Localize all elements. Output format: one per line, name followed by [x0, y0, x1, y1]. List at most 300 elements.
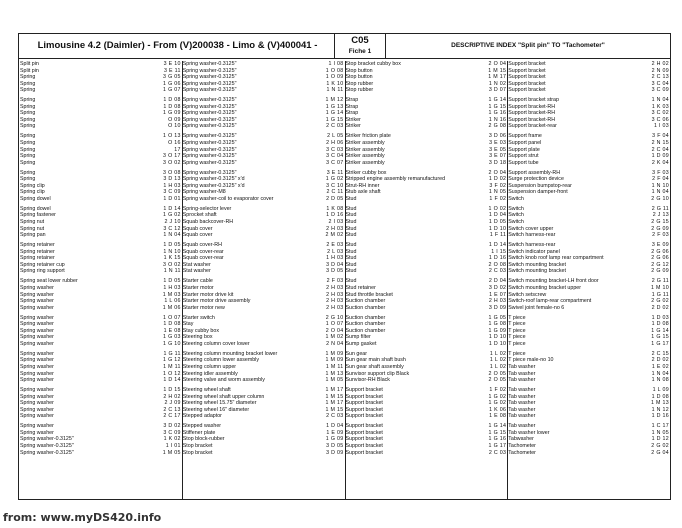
- fiche-reference: 1 N 02: [488, 80, 507, 87]
- fiche-reference: 1 M 13: [325, 370, 344, 377]
- fiche-reference: 2 C 03: [326, 413, 344, 420]
- index-row: [345, 450, 508, 457]
- part-description: Tachometer: [508, 442, 536, 449]
- fiche-reference: 2 O 08: [488, 261, 507, 268]
- fiche-reference: 1 M 05: [162, 449, 181, 456]
- fiche-reference: 3 E 07: [489, 153, 507, 160]
- part-description: Sump gasket: [345, 340, 377, 347]
- fiche-reference: 2 C 15: [651, 350, 669, 357]
- part-description: Spring washer: [20, 400, 54, 407]
- part-description: Spring washer-coil to evaporator cover: [182, 195, 274, 202]
- part-description: Tab washer: [508, 393, 536, 400]
- fiche-reference: 1 D 16: [651, 413, 669, 420]
- part-description: Spring washer: [20, 334, 54, 341]
- fiche-reference: 1 G 02: [325, 176, 344, 183]
- fiche-reference: 1 G 15: [488, 103, 507, 110]
- part-description: Tab washer lower: [508, 429, 550, 436]
- fiche-reference: 1 M 10: [651, 284, 669, 291]
- part-description: Squab cover: [182, 232, 213, 239]
- fiche-reference: 2 K 04: [651, 159, 669, 166]
- index-column-3: [345, 61, 509, 499]
- index-group: [507, 315, 670, 348]
- model-title: Limousine 4.2 (Daimler) - From (V)200038 - Limo & (V)400041 -: [21, 34, 335, 58]
- part-description: Support bracket: [508, 74, 546, 81]
- fiche-reference: 2 O 04: [325, 327, 344, 334]
- fiche-reference: 1 N 05: [488, 189, 507, 196]
- index-group: [507, 61, 670, 94]
- index-group: [182, 133, 345, 166]
- part-description: Spring washer-0.3125": [182, 80, 237, 87]
- fiche-reference: 2 H 03: [326, 291, 344, 298]
- index-group: [507, 387, 670, 420]
- part-description: Stud: [345, 261, 357, 268]
- index-row: [19, 377, 182, 384]
- fiche-reference: 1 M 11: [325, 363, 344, 370]
- index-row: [19, 196, 182, 203]
- fiche-reference: 1 D 04: [326, 423, 344, 430]
- index-row: [182, 87, 345, 94]
- part-description: Stud throttle bracket: [345, 291, 393, 298]
- fiche-reference: 1 D 10: [488, 334, 507, 341]
- part-description: T piece: [508, 321, 526, 328]
- part-description: Spring washer-0.3125": [20, 436, 74, 443]
- index-row: [345, 123, 508, 130]
- part-description: Stop button: [345, 74, 373, 81]
- index-group: [182, 61, 345, 94]
- index-row: [182, 196, 345, 203]
- index-group: [345, 351, 508, 384]
- part-description: Support bracket: [345, 436, 383, 443]
- fiche-reference: 1 D 10: [488, 225, 507, 232]
- part-description: Spring: [20, 169, 36, 176]
- fiche-reference: 1 K 02: [163, 436, 181, 443]
- part-description: Spring washer-0.3125": [182, 153, 237, 160]
- source-footer: from: www.myDS420.info: [3, 511, 162, 524]
- fiche-reference: O 10: [168, 123, 181, 130]
- part-description: Stop button: [345, 67, 373, 74]
- part-description: Steering valve and worm assembly: [182, 377, 265, 384]
- fiche-reference: 2 G 09: [651, 225, 669, 232]
- part-description: Suspension damper-front: [508, 189, 568, 196]
- part-description: Spring washer-0.3125" x'd: [182, 176, 245, 183]
- part-description: Stat washer: [182, 261, 211, 268]
- fiche-reference: 1 D 08: [163, 321, 181, 328]
- fiche-reference: 2 C 13: [163, 406, 181, 413]
- part-description: Switch mounting bracket upper: [508, 284, 581, 291]
- fiche-reference: 1 G 15: [325, 116, 344, 123]
- part-description: Spring retainer: [20, 248, 55, 255]
- fiche-reference: 1 O 08: [325, 67, 344, 74]
- part-description: Suspension bumpstop-rear: [508, 182, 572, 189]
- part-description: Spring washer: [20, 377, 54, 384]
- index-column-4: [507, 61, 670, 499]
- part-description: Starter motor drive assembly: [182, 298, 251, 305]
- part-description: Tab washer: [508, 363, 536, 370]
- part-description: Spring washer-0.3125": [20, 442, 74, 449]
- part-description: Spring washer: [20, 350, 54, 357]
- part-description: Support bracket: [345, 393, 383, 400]
- fiche-reference: 2 H 03: [488, 298, 507, 305]
- part-description: Striker assembly: [345, 140, 385, 147]
- fiche-reference: 1 M 09: [325, 350, 344, 357]
- part-description: Striker: [345, 116, 361, 123]
- fiche-reference: 1 L 02: [489, 363, 507, 370]
- part-description: Stop rubber: [345, 87, 374, 94]
- part-description: Support bracket: [345, 400, 383, 407]
- index-group: [345, 61, 508, 94]
- fiche-reference: 1 D 12: [651, 436, 669, 443]
- part-description: Spring: [20, 87, 36, 94]
- part-description: Striker assembly: [345, 159, 385, 166]
- fiche-reference: 2 G 09: [651, 268, 669, 275]
- index-row: [19, 268, 182, 275]
- fiche-code-box: [335, 34, 386, 58]
- fiche-reference: 2 J 09: [164, 400, 181, 407]
- fiche-reference: 1 I 08: [328, 61, 344, 67]
- fiche-reference: 2 G 11: [651, 205, 669, 212]
- index-row: [507, 123, 670, 130]
- part-description: Suction chamber: [345, 298, 386, 305]
- fiche-reference: 1 H 03: [163, 284, 181, 291]
- part-description: Support panel: [508, 140, 542, 147]
- part-description: Spring: [20, 176, 36, 183]
- fiche-reference: 1 H 03: [326, 255, 344, 262]
- part-description: Spring clip: [20, 182, 45, 189]
- part-description: Stepped adaptor: [182, 413, 222, 420]
- index-group: [345, 133, 508, 166]
- part-description: Starter switch: [182, 314, 215, 321]
- index-column-1: [19, 61, 183, 499]
- fiche-reference: 1 G 02: [488, 400, 507, 407]
- part-description: Spring ring support: [20, 268, 65, 275]
- fiche-reference: 1 G 16: [488, 436, 507, 443]
- part-description: Switch-roof lamp-rear compartment: [508, 298, 592, 305]
- index-row: [19, 87, 182, 94]
- part-description: Support assembly-RH: [508, 169, 561, 176]
- part-description: Spring washer: [20, 429, 54, 436]
- fiche-reference: 1 G 11: [651, 291, 669, 298]
- fiche-reference: 3 D 05: [326, 268, 344, 275]
- part-description: Switch: [508, 219, 524, 226]
- fiche-reference: 1 N 04: [651, 370, 669, 377]
- fiche-reference: 2 N 09: [651, 67, 669, 74]
- fiche-reference: 2 G 02: [651, 298, 669, 305]
- part-description: Stud: [345, 232, 357, 239]
- index-row: [507, 196, 670, 203]
- part-description: Support strut: [508, 153, 539, 160]
- part-description: Spring seat lower rubber: [20, 278, 78, 285]
- fiche-reference: 1 G 14: [325, 110, 344, 117]
- fiche-reference: 3 O 02: [163, 159, 181, 166]
- part-description: Starter motor new: [182, 304, 225, 311]
- fiche-reference: 2 N 04: [326, 340, 344, 347]
- sheet-header: [19, 34, 670, 59]
- part-description: Starter motor: [182, 284, 214, 291]
- fiche-reference: 2 D 02: [651, 304, 669, 311]
- index-group: [507, 133, 670, 166]
- index-row: [507, 268, 670, 275]
- fiche-reference: 1 G 08: [488, 321, 507, 328]
- index-group: [19, 97, 182, 130]
- part-description: Spring washer-0.3125": [182, 169, 237, 176]
- part-description: Support frame: [508, 133, 542, 140]
- part-description: Support bracket-RH: [508, 110, 556, 117]
- part-description: Stud: [345, 248, 357, 255]
- index-row: [345, 341, 508, 348]
- fiche-reference: 3 C 06: [651, 116, 669, 123]
- fiche-reference: 2 M 02: [325, 232, 344, 239]
- part-description: Spring washer: [20, 314, 54, 321]
- fiche-reference: 1 N 08: [651, 377, 669, 384]
- fiche-reference: 2 N 15: [651, 140, 669, 147]
- index-group: [19, 170, 182, 203]
- part-description: Spring washer: [20, 406, 54, 413]
- part-description: Squab cover: [182, 225, 213, 232]
- part-description: Support bracket: [345, 423, 383, 430]
- fiche-reference: 1 F 11: [489, 232, 507, 239]
- fiche-reference: 1 E 09: [326, 429, 344, 436]
- fiche-reference: 3 F 02: [489, 182, 507, 189]
- part-description: Tab washer: [508, 370, 536, 377]
- index-group: [182, 387, 345, 420]
- fiche-reference: 2 H 03: [326, 298, 344, 305]
- index-group: [182, 242, 345, 275]
- index-row: [182, 450, 345, 457]
- fiche-reference: 3 D 06: [488, 133, 507, 140]
- fiche-reference: 2 H 06: [326, 140, 344, 147]
- fiche-reference: 1 M 15: [488, 67, 507, 74]
- fiche-reference: 1 I 03: [653, 123, 669, 130]
- index-row: [182, 268, 345, 275]
- index-group: [182, 170, 345, 203]
- index-group: [345, 170, 508, 203]
- fiche-reference: 2 O 05: [488, 377, 507, 384]
- fiche-reference: 1 M 15: [325, 393, 344, 400]
- part-description: Spring retainer cup: [20, 261, 65, 268]
- fiche-reference: 3 E 05: [489, 146, 507, 153]
- fiche-reference: 1 I 15: [491, 248, 507, 255]
- fiche-reference: 1 K 10: [326, 80, 344, 87]
- fiche-reference: 1 K 03: [651, 103, 669, 110]
- index-row: [19, 341, 182, 348]
- fiche-reference: 1 N 04: [651, 97, 669, 104]
- part-description: Stay cubby box: [182, 327, 219, 334]
- part-description: Spring: [20, 140, 36, 147]
- index-row: [345, 196, 508, 203]
- part-description: Spring washer: [20, 340, 54, 347]
- index-group: [19, 351, 182, 384]
- part-description: Spring washer-0.3125": [182, 123, 237, 130]
- fiche-reference: 2 G 11: [651, 278, 669, 285]
- fiche-reference: 1 O 09: [325, 74, 344, 81]
- part-description: Suction chamber: [345, 304, 386, 311]
- part-description: Spring washer-0.3125": [20, 449, 74, 456]
- index-column-2: [182, 61, 346, 499]
- fiche-reference: 1 E 02: [651, 363, 669, 370]
- index-row: [182, 305, 345, 312]
- fiche-reference: 1 G 17: [651, 340, 669, 347]
- index-group: [507, 242, 670, 275]
- fiche-reference: 2 C 11: [326, 189, 344, 196]
- part-description: T piece: [508, 340, 526, 347]
- fiche-reference: 1 F 02: [489, 195, 507, 202]
- part-description: Switch indicator panel: [508, 248, 560, 255]
- index-row: [19, 160, 182, 167]
- fiche-reference: 1 N 12: [651, 406, 669, 413]
- fiche-reference: 1 M 17: [488, 74, 507, 81]
- part-description: Spring washer: [20, 387, 54, 394]
- fiche-reference: 2 O 04: [488, 61, 507, 67]
- fiche-reference: O 16: [168, 140, 181, 147]
- part-description: Stay: [182, 321, 194, 328]
- fiche-reference: 1 D 05: [488, 219, 507, 226]
- index-row: [507, 377, 670, 384]
- fiche-reference: 3 C 03: [326, 146, 344, 153]
- index-group: [19, 387, 182, 420]
- part-description: Spring washer-0.3125": [182, 133, 237, 140]
- part-description: Spring washer-0.3125": [182, 61, 237, 67]
- fiche-reference: 1 G 11: [163, 350, 181, 357]
- part-description: Support bracket: [508, 67, 546, 74]
- part-description: Spring: [20, 97, 36, 104]
- part-description: Sunvisor-RH Black: [345, 377, 390, 384]
- part-description: Spring: [20, 116, 36, 123]
- fiche-reference: 3 C 07: [326, 159, 344, 166]
- fiche-reference: 1 M 13: [651, 400, 669, 407]
- part-description: Split pin: [20, 61, 39, 67]
- part-description: Spring washer: [20, 413, 54, 420]
- part-description: Spring washer: [20, 327, 54, 334]
- fiche-reference: 2 G 02: [651, 442, 669, 449]
- part-description: Switch knob roof lamp rear compartment: [508, 255, 604, 262]
- part-description: Split pin: [20, 67, 39, 74]
- fiche-reference: 1 N 10: [651, 182, 669, 189]
- fiche-reference: 1 C 17: [651, 423, 669, 430]
- index-row: [182, 377, 345, 384]
- part-description: Squab cover-RH: [182, 242, 222, 249]
- part-description: Support bracket: [345, 413, 383, 420]
- fiche-reference: 2 G 10: [325, 314, 344, 321]
- index-row: [345, 377, 508, 384]
- fiche-reference: 1 M 02: [325, 334, 344, 341]
- fiche-reference: 1 O 07: [325, 321, 344, 328]
- fiche-reference: 2 F 03: [652, 232, 669, 239]
- fiche-reference: 3 C 10: [326, 182, 344, 189]
- part-description: T piece: [508, 350, 526, 357]
- fiche-reference: 1 L 09: [652, 387, 669, 394]
- fiche-reference: 3 E 11: [326, 169, 344, 176]
- fiche-reference: 1 G 09: [488, 327, 507, 334]
- fiche-reference: 2 D 02: [651, 357, 669, 364]
- index-group: [19, 206, 182, 239]
- index-group: [182, 351, 345, 384]
- fiche-reference: 3 E 11: [164, 67, 181, 74]
- part-description: Striker: [345, 123, 361, 130]
- fiche-reference: 2 G 06: [651, 255, 669, 262]
- part-description: Suction chamber: [345, 314, 386, 321]
- index-group: [345, 387, 508, 420]
- fiche-reference: 1 H 03: [163, 182, 181, 189]
- index-group: [19, 278, 182, 311]
- fiche-reference: 1 G 14: [488, 423, 507, 430]
- fiche-reference: 3 D 07: [488, 87, 507, 94]
- part-description: Steering wheel shaft: [182, 387, 231, 394]
- part-description: Spring fastener: [20, 212, 56, 219]
- fiche-reference: 1 M 09: [325, 357, 344, 364]
- index-row: [345, 305, 508, 312]
- fiche-reference: 1 L 06: [164, 298, 181, 305]
- index-group: [507, 170, 670, 203]
- fiche-reference: 2 H 02: [651, 61, 669, 67]
- part-description: Spring: [20, 74, 36, 81]
- part-description: Steering column cover lower: [182, 340, 250, 347]
- fiche-reference: 1 K 06: [489, 406, 507, 413]
- index-group: [19, 133, 182, 166]
- part-description: Stop bracket: [182, 442, 213, 449]
- fiche-reference: 1 G 09: [325, 436, 344, 443]
- part-description: Spring washer-0.3125" x'd: [182, 182, 245, 189]
- fiche-reference: 3 D 18: [488, 159, 507, 166]
- part-description: Stud: [345, 205, 357, 212]
- part-description: Spring washer: [20, 284, 54, 291]
- fiche-reference: 1 N 05: [651, 429, 669, 436]
- fiche-reference: 2 O 04: [488, 169, 507, 176]
- fiche-reference: 1 M 06: [162, 304, 181, 311]
- part-description: Spring clip: [20, 189, 45, 196]
- fiche-reference: 2 F 03: [326, 278, 344, 285]
- part-description: Stat washer: [182, 268, 211, 275]
- fiche-reference: 2 G 10: [651, 195, 669, 202]
- part-description: Support bracket-rear: [508, 123, 557, 130]
- index-group: [19, 423, 182, 456]
- fiche-reference: 1 G 15: [488, 429, 507, 436]
- index-title: DESCRIPTIVE INDEX "Split pin" TO "Tachometer": [451, 42, 605, 49]
- fiche-reference: 1 D 08: [163, 97, 181, 104]
- part-description: Tachometer: [508, 449, 536, 456]
- fiche-reference: 2 I 03: [328, 219, 344, 226]
- part-description: Sun gear shaft assembly: [345, 363, 404, 370]
- fiche-reference: 1 E 08: [489, 413, 507, 420]
- fiche-reference: 1 N 04: [651, 189, 669, 196]
- fiche-reference: 1 D 04: [488, 212, 507, 219]
- part-description: Support bracket: [345, 442, 383, 449]
- fiche-reference: 1 K 08: [326, 205, 344, 212]
- index-group: [507, 206, 670, 239]
- fiche-reference: 1 I 01: [165, 442, 181, 449]
- fiche-reference: 2 C 17: [163, 413, 181, 420]
- fiche-reference: 1 N 10: [163, 248, 181, 255]
- part-description: Spring washer: [20, 304, 54, 311]
- fiche-reference: 2 H 03: [326, 225, 344, 232]
- section-code: C05: [351, 35, 369, 46]
- index-row: [19, 123, 182, 130]
- part-description: Stud: [345, 195, 357, 202]
- part-description: Spring: [20, 153, 36, 160]
- index-row: [507, 341, 670, 348]
- part-description: Switch cover upper: [508, 225, 554, 232]
- part-description: Stiffener plate: [182, 429, 216, 436]
- index-row: [182, 341, 345, 348]
- fiche-reference: 1 G 10: [163, 340, 181, 347]
- fiche-reference: 1 D 14: [163, 205, 181, 212]
- fiche-reference: 1 M 17: [325, 387, 344, 394]
- fiche-reference: 1 D 08: [163, 103, 181, 110]
- part-description: Tab washer: [508, 387, 536, 394]
- part-description: Switch: [508, 205, 524, 212]
- part-description: Stud retainer: [345, 284, 376, 291]
- fiche-reference: 3 G 05: [163, 74, 181, 81]
- part-description: Strap: [345, 103, 359, 110]
